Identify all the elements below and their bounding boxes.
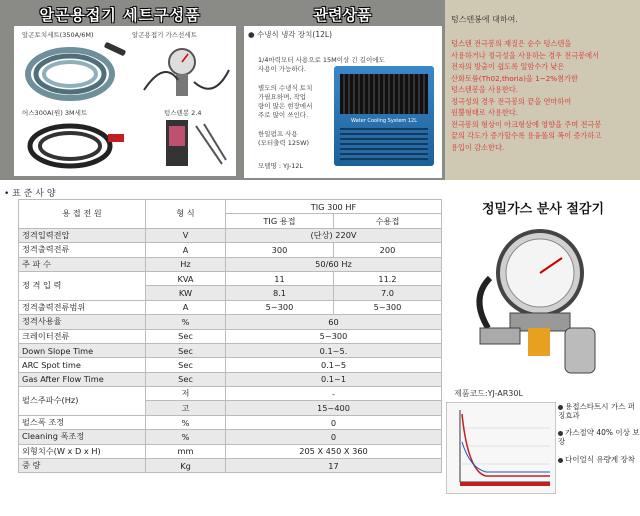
spec-header-form: 형 식 [146, 200, 226, 229]
related-product-area [244, 26, 442, 178]
spec-value: 205 X 450 X 360 [226, 444, 442, 458]
set-item-caption: 어스300A(원) 3M세트 [22, 109, 88, 117]
set-components-panel [0, 0, 240, 180]
spec-unit: 고 [146, 401, 226, 415]
spec-value-stick: 7.0 [334, 286, 442, 300]
spec-item: Gas After Flow Time [19, 372, 146, 386]
spec-unit: A [146, 300, 226, 314]
spec-header-model: TIG 300 HF [226, 200, 442, 214]
tungsten-line: 끝의 각도가 증가할수록 용융폴의 폭이 증가하고 [451, 131, 602, 140]
spec-title: • 표 준 사 양 [4, 189, 56, 199]
spec-body [19, 228, 442, 473]
gas-saving-graph [446, 402, 556, 494]
set-item-caption: 알곤용접기 가스선세트 [132, 31, 197, 39]
spec-item: 정격출력전류 [19, 243, 146, 257]
set-components-area [14, 26, 236, 176]
spec-unit: % [146, 315, 226, 329]
spec-row [19, 372, 442, 386]
spec-row [19, 257, 442, 271]
spec-row [19, 243, 442, 257]
spec-item: ARC Spot time [19, 358, 146, 372]
spec-unit: 저 [146, 387, 226, 401]
tungsten-body [451, 38, 637, 153]
spec-value-tig: 11 [226, 271, 334, 285]
spec-value: 0.1~5. [226, 343, 442, 357]
spec-value: 0 [226, 415, 442, 429]
cooling-unit-image [334, 66, 434, 166]
tungsten-line: 용입이 감소한다. [451, 142, 505, 152]
spec-item: 중 량 [19, 459, 146, 473]
gas-saver-image [470, 218, 620, 383]
related-desc-line: 한일펌프 사용 [258, 130, 298, 138]
spec-value-stick: 200 [334, 243, 442, 257]
spec-unit: mm [146, 444, 226, 458]
related-product-title: 관련상품 [313, 6, 372, 24]
spec-row [19, 329, 442, 343]
spec-value-tig: 8.1 [226, 286, 334, 300]
cutter-feature: 가스절약 40% 이상 보장 [558, 428, 640, 446]
product-code: 제품코드:YJ-AR30L [454, 389, 523, 398]
tungsten-rod-image [160, 116, 230, 174]
spec-unit: V [146, 228, 226, 242]
cutter-feature: 용접스타트시 가스 퍼징효과 [558, 402, 635, 420]
cooling-unit-label: Water Cooling System 12L [350, 118, 418, 124]
spec-row [19, 343, 442, 357]
spec-header-tig: TIG 용접 [226, 214, 334, 228]
related-desc-line: 가필요하며, 작업 [258, 93, 307, 101]
spec-unit: Sec [146, 358, 226, 372]
spec-row [19, 358, 442, 372]
spec-item: 펄스폭 조정 [19, 415, 146, 429]
spec-unit: KW [146, 286, 226, 300]
cutter-feature: 다이얼식 유량계 장착 [558, 455, 640, 464]
related-product-panel [240, 0, 445, 180]
torch-set-image [20, 40, 130, 104]
spec-unit: KVA [146, 271, 226, 285]
spec-value: 60 [226, 315, 442, 329]
tungsten-line: 전자의 방출이 쉽도록 일함수가 낮은 [451, 62, 565, 71]
spec-value-stick: 5~300 [334, 300, 442, 314]
spec-header-row [19, 200, 442, 214]
earth-cable-image [20, 116, 130, 174]
spec-value: 15~400 [226, 401, 442, 415]
spec-row [19, 430, 442, 444]
spec-item: 정격입력전압 [19, 228, 146, 242]
spec-row [19, 459, 442, 473]
related-desc-line: 사용이 가능하다. [258, 65, 307, 73]
tungsten-line: 텅스텐 전극봉의 재질은 순수 텅스텐을 [451, 39, 572, 48]
spec-header-stick: 수용접 [334, 214, 442, 228]
set-item-caption: 알곤토치세트(350A/6M) [22, 31, 94, 39]
spec-item: Cleaning 폭조정 [19, 430, 146, 444]
spec-value: - [226, 387, 442, 401]
tungsten-heading: 텅스텐봉에 대하여. [451, 15, 518, 24]
related-desc-line: 량이 많은 현장에서 [258, 102, 313, 110]
set-item-caption: 텅스텐봉 2.4 [164, 109, 202, 117]
spec-unit: A [146, 243, 226, 257]
spec-unit: Hz [146, 257, 226, 271]
spec-row [19, 271, 442, 285]
spec-item: 외형치수(W x D x H) [19, 444, 146, 458]
tungsten-line: 전극봉의 형상이 아크형상에 영향을 주며 전극봉 [451, 119, 602, 129]
spec-item: 정격사용율 [19, 315, 146, 329]
spec-item: 펄스주파수(Hz) [19, 387, 146, 416]
spec-unit: % [146, 430, 226, 444]
spec-value-stick: 11.2 [334, 271, 442, 285]
gas-regulator-image [134, 40, 234, 104]
spec-unit: % [146, 415, 226, 429]
spec-value: 5~300 [226, 329, 442, 343]
spec-table [18, 199, 442, 473]
spec-value: 0.1~5 [226, 358, 442, 372]
spec-item: 주 파 수 [19, 257, 146, 271]
spec-value-tig: 300 [226, 243, 334, 257]
cutter-title: 정밀가스 분사 절감기 [481, 202, 605, 217]
related-desc-line: 주로 많이 쓰인다. [258, 111, 309, 119]
spec-row [19, 315, 442, 329]
spec-row [19, 387, 442, 401]
spec-item: Down Slope Time [19, 343, 146, 357]
set-components-title: 알곤용접기 세트구성품 [39, 6, 201, 24]
spec-row [19, 444, 442, 458]
spec-value: 50/60 Hz [226, 257, 442, 271]
spec-value-tig: 5~300 [226, 300, 334, 314]
spec-item: 정격출력전류범위 [19, 300, 146, 314]
spec-value: (단상) 220V [226, 228, 442, 242]
spec-unit: Sec [146, 372, 226, 386]
related-desc-line: (모터출력 125W) [258, 139, 310, 147]
spec-value: 0 [226, 430, 442, 444]
tungsten-line: 원뿔형태로 사용한다. [451, 108, 519, 117]
related-desc-line: 별도의 수냉식 토치 [258, 84, 313, 92]
tungsten-line: 사용하거나 정극성을 사용하는 경우 전극봉에서 [451, 50, 600, 60]
spec-header-item: 용 접 전 원 [19, 200, 146, 229]
spec-item: 정 격 입 력 [19, 271, 146, 300]
related-desc-line: 1/4마력모터 사용으로 15M이상 긴 길이에도 [258, 56, 385, 64]
spec-unit: Sec [146, 343, 226, 357]
related-model-name: 모델명 : YJ-12L [258, 162, 304, 170]
spec-unit: Kg [146, 459, 226, 473]
spec-item: 크레이터전류 [19, 329, 146, 343]
related-product-name: ● 수냉식 냉각 장치(12L) [248, 30, 332, 39]
tungsten-line: 텅스텐봉을 사용한다. [451, 85, 519, 94]
spec-row [19, 415, 442, 429]
spec-value: 17 [226, 459, 442, 473]
tungsten-line: 정극성의 경우 전극봉의 끝을 연마하여 [451, 96, 572, 106]
spec-value: 0.1~1 [226, 372, 442, 386]
spec-row [19, 228, 442, 242]
tungsten-info-panel [445, 0, 640, 180]
spec-unit: Sec [146, 329, 226, 343]
tungsten-line: 산화토륨(Th02,thoria)을 1~2%첨가한 [451, 73, 578, 83]
spec-row [19, 300, 442, 314]
